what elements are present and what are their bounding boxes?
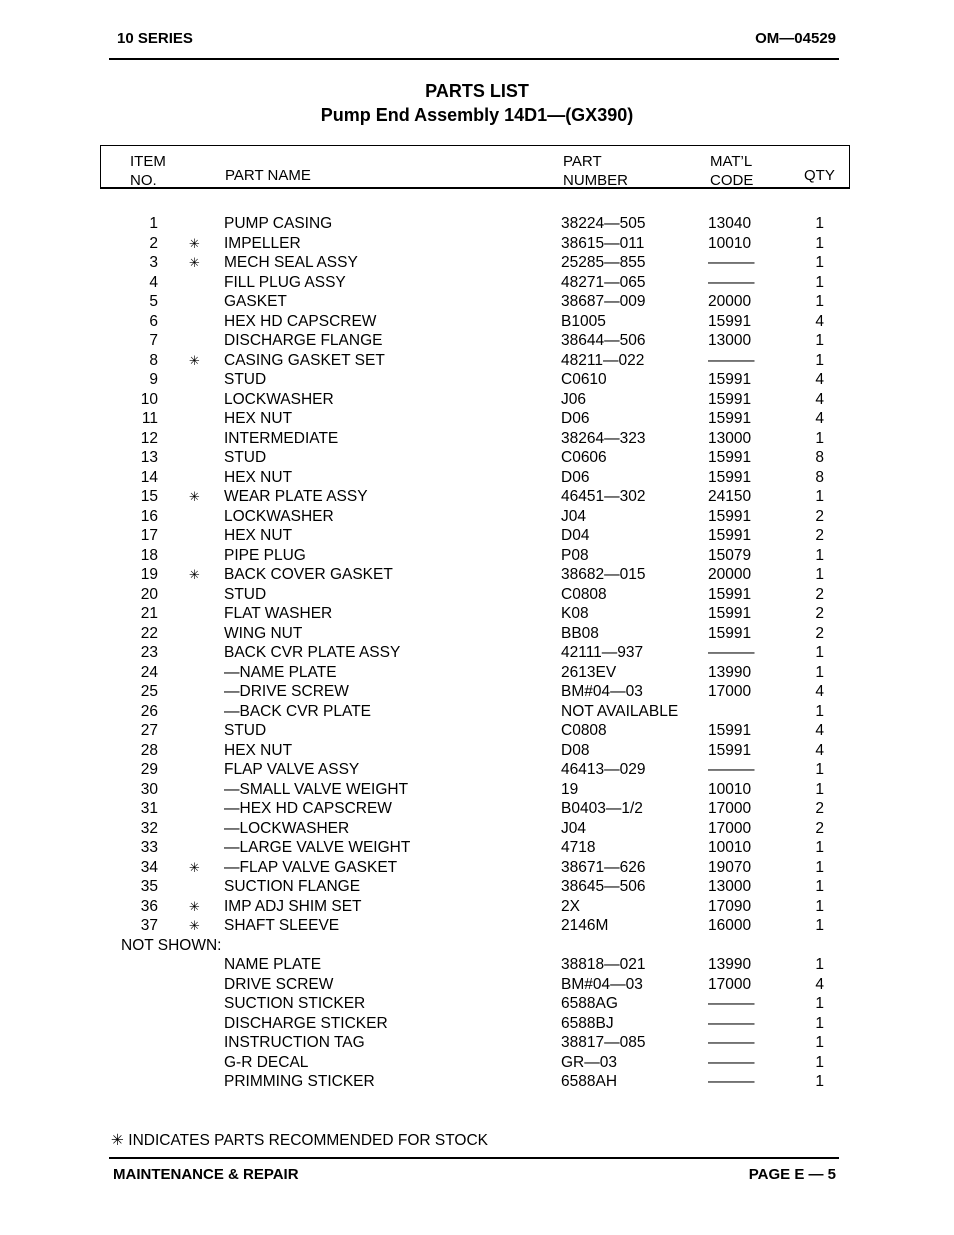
part-number: 48271—065 [561,273,646,291]
part-name: CASING GASKET SET [224,351,385,369]
quantity: 2 [815,605,824,622]
item-number: 25 [140,683,158,700]
part-number: 38687—009 [561,293,646,310]
material-code: 16000 [708,917,752,934]
table-row [0,799,954,819]
part-name: —LARGE VALVE WEIGHT [224,839,411,856]
part-name: HEX HD CAPSCREW [224,312,377,330]
table-row [0,448,954,468]
quantity: 1 [815,332,824,349]
part-name: BACK CVR PLATE ASSY [224,644,401,661]
item-number: 7 [149,332,158,349]
quantity: 1 [815,995,824,1012]
table-row [0,624,954,644]
part-name: INSTRUCTION TAG [224,1034,365,1051]
part-name: DISCHARGE STICKER [224,1014,388,1032]
table-row [0,780,954,800]
stock-asterisk-icon: ✳ [189,352,200,368]
page-subtitle: Pump End Assembly 14D1—(GX390) [320,105,634,125]
header-doc-number: OM—04529 [755,30,836,47]
part-name: SUCTION FLANGE [224,878,361,895]
quantity: 4 [815,975,824,993]
table-row [0,487,954,507]
part-number: C0606 [561,449,607,466]
material-code: 17000 [708,800,752,817]
part-number: P08 [561,546,589,564]
part-number: C0610 [561,371,607,388]
table-row [0,351,954,371]
part-number: 38264—323 [561,429,646,447]
part-number: 38644—506 [561,332,646,349]
item-number: 17 [140,527,158,544]
material-code: 13000 [708,332,752,349]
item-number: 2 [149,234,158,252]
material-code: ——— [708,1014,755,1032]
part-name: MECH SEAL ASSY [224,254,358,271]
part-number: 38645—506 [561,878,646,895]
material-code: 17000 [708,819,752,837]
quantity: 1 [815,293,824,310]
column-header-part-number: PART NUMBER [563,153,629,189]
material-code: ——— [708,1034,755,1051]
item-number: 4 [149,273,158,291]
table-row [0,585,954,605]
material-code: ——— [708,644,755,661]
item-number: 14 [140,468,158,486]
part-name: FILL PLUG ASSY [224,273,346,291]
item-number: 36 [140,897,158,915]
table-row [0,604,954,624]
quantity: 1 [815,644,824,661]
quantity: 1 [815,1014,824,1032]
part-name: SHAFT SLEEVE [224,917,340,934]
table-row [0,273,954,293]
stock-asterisk-icon: ✳ [189,255,200,270]
table-row [0,877,954,897]
table-row [0,682,954,702]
part-number: 48211—022 [561,351,645,369]
footer-rule [109,1157,839,1159]
footnote: ✳ INDICATES PARTS RECOMMENDED FOR STOCK [111,1132,488,1149]
item-number: 15 [140,488,158,505]
part-number: 38682—015 [561,566,646,583]
not-shown-label: NOT SHOWN: [121,936,222,954]
part-number: J04 [561,819,586,837]
material-code: 15991 [708,722,752,739]
part-name: HEX NUT [224,741,293,759]
material-code: 17000 [708,683,752,700]
part-name: HEX NUT [224,468,293,486]
item-number: 27 [140,722,158,739]
item-number: 8 [149,351,158,369]
material-code: ——— [708,1053,755,1071]
part-number: 6588BJ [561,1014,614,1032]
part-name: G-R DECAL [224,1053,309,1071]
item-number: 30 [140,780,158,798]
quantity: 1 [815,839,824,856]
table-row [0,390,954,410]
column-header-item: ITEM NO. [130,153,166,189]
header-series: 10 SERIES [117,30,193,47]
item-number: 20 [140,585,158,603]
part-name: HEX NUT [224,527,293,544]
item-number: 23 [140,644,158,661]
quantity: 1 [815,897,824,915]
part-number: 2613EV [561,663,617,681]
part-number: D06 [561,410,590,427]
part-number: 19 [561,780,579,798]
material-code: 15991 [708,605,752,622]
item-number: 5 [149,293,158,310]
table-row [0,1033,954,1053]
material-code: 15991 [708,507,752,525]
quantity: 1 [815,858,824,876]
quantity: 1 [815,254,824,271]
quantity: 4 [815,371,824,388]
table-row [0,409,954,429]
item-number: 33 [140,839,158,856]
part-name: DRIVE SCREW [224,975,334,993]
part-name: —FLAP VALVE GASKET [224,858,398,876]
part-name: —NAME PLATE [224,663,337,681]
table-row [0,507,954,527]
quantity: 2 [815,507,824,525]
material-code: 15991 [708,585,752,603]
part-name: —BACK CVR PLATE [224,702,372,720]
part-number: D04 [561,527,590,544]
part-number: 38671—626 [561,858,646,876]
part-number: 38615—011 [561,234,645,252]
material-code: 20000 [708,566,752,583]
material-code: 15991 [708,741,752,759]
item-number: 11 [141,410,158,427]
table-row [0,565,954,585]
part-name: DISCHARGE FLANGE [224,332,383,349]
table-row [0,468,954,488]
table-row [0,292,954,312]
material-code: 15991 [708,449,752,466]
material-code: 20000 [708,293,752,310]
item-number: 3 [149,254,158,271]
column-header-material-code: MAT’L CODE [710,153,754,189]
part-number: D06 [561,468,590,486]
quantity: 4 [815,410,824,427]
footer-page-number: PAGE E — 5 [748,1166,836,1183]
table-row [0,1014,954,1034]
material-code: ——— [708,995,755,1012]
not-shown-section [0,936,954,956]
part-number: C0808 [561,722,607,739]
quantity: 2 [815,585,824,603]
part-number: D08 [561,741,590,759]
material-code: ——— [708,273,755,291]
part-number: 46413—029 [561,761,646,778]
part-name: STUD [224,585,267,603]
quantity: 1 [815,546,824,564]
table-header [100,145,850,189]
quantity: 1 [815,761,824,778]
part-name: FLAP VALVE ASSY [224,761,360,778]
item-number: 26 [140,702,158,720]
table-row [0,253,954,273]
quantity: 4 [815,312,824,330]
part-number: J04 [561,507,586,525]
quantity: 4 [815,390,824,408]
item-number: 13 [140,449,158,466]
part-number: 46451—302 [561,488,646,505]
part-number: BB08 [561,624,599,642]
stock-asterisk-icon: ✳ [189,489,200,504]
part-name: STUD [224,371,267,388]
item-number: 28 [140,741,158,759]
part-name: PUMP CASING [224,215,333,232]
footer-section: MAINTENANCE & REPAIR [113,1166,299,1183]
table-row [0,429,954,449]
part-name: WEAR PLATE ASSY [224,488,368,505]
quantity: 4 [815,722,824,739]
material-code: 10010 [708,234,752,252]
item-number: 21 [140,605,158,622]
table-row [0,819,954,839]
table-row [0,214,954,234]
table-row [0,526,954,546]
quantity: 1 [815,215,824,232]
table-row [0,312,954,332]
item-number: 31 [140,800,158,817]
part-name: IMPELLER [224,234,301,252]
stock-asterisk-icon: ✳ [189,567,200,582]
part-number: K08 [561,605,589,622]
page-title: PARTS LIST [425,81,529,101]
column-header-qty: QTY [804,167,835,184]
quantity: 1 [815,878,824,895]
quantity: 8 [815,468,824,486]
material-code: 15991 [708,390,752,408]
stock-asterisk-icon: ✳ [189,918,200,933]
item-number: 35 [140,878,158,895]
part-name: —HEX HD CAPSCREW [224,800,392,817]
table-row [0,975,954,995]
part-name: —LOCKWASHER [224,819,350,837]
quantity: 1 [815,1034,824,1051]
item-number: 19 [140,566,158,583]
quantity: 1 [815,1053,824,1071]
part-name: LOCKWASHER [224,507,334,525]
material-code: 13000 [708,429,752,447]
part-name: INTERMEDIATE [224,429,339,447]
quantity: 1 [815,351,824,369]
quantity: 4 [815,683,824,700]
parts-table-body [0,214,954,1092]
material-code: 10010 [708,839,752,856]
item-number: 29 [140,761,158,778]
item-number: 10 [140,390,158,408]
stock-asterisk-icon: ✳ [189,898,200,914]
quantity: 8 [815,449,824,466]
item-number: 22 [140,624,158,642]
part-name: PRIMMING STICKER [224,1073,375,1090]
part-number: C0808 [561,585,607,603]
part-number: GR—03 [561,1053,617,1071]
part-number: B1005 [561,312,606,330]
quantity: 1 [815,917,824,934]
material-code: 15991 [708,527,752,544]
table-row [0,643,954,663]
material-code: 13000 [708,878,752,895]
quantity: 1 [815,702,824,720]
part-name: BACK COVER GASKET [224,566,393,583]
table-row [0,721,954,741]
item-number: 1 [149,215,158,232]
part-number: B0403—1/2 [561,800,643,817]
quantity: 1 [815,780,824,798]
quantity: 2 [815,624,824,642]
item-number: 37 [140,917,158,934]
part-name: IMP ADJ SHIM SET [224,897,362,915]
material-code: 17000 [708,975,752,993]
column-header-part-name: PART NAME [225,167,311,184]
quantity: 1 [815,429,824,447]
part-number: BM#04—03 [561,683,643,700]
material-code: ——— [708,254,755,271]
material-code: ——— [708,761,755,778]
part-name: WING NUT [224,624,303,642]
table-row [0,916,954,936]
quantity: 1 [815,663,824,681]
material-code: 15991 [708,624,752,642]
quantity: 1 [815,566,824,583]
material-code: 15991 [708,371,752,388]
part-number: 38224—505 [561,215,646,232]
part-name: —SMALL VALVE WEIGHT [224,780,409,798]
quantity: 2 [815,800,824,817]
material-code: 15991 [708,468,752,486]
table-row [0,897,954,917]
table-row [0,741,954,761]
part-name: SUCTION STICKER [224,995,366,1012]
part-number: 42111—937 [561,644,644,661]
table-row [0,994,954,1014]
item-number: 9 [149,371,158,388]
material-code: 15991 [708,312,752,330]
table-row [0,838,954,858]
part-number: 25285—855 [561,254,646,271]
table-row [0,546,954,566]
stock-asterisk-icon: ✳ [189,859,200,875]
table-row [0,858,954,878]
table-row [0,234,954,254]
table-row [0,760,954,780]
part-name: FLAT WASHER [224,605,333,622]
quantity: 1 [815,234,824,252]
material-code: 17090 [708,897,752,915]
part-number: 6588AG [561,995,618,1012]
part-name: STUD [224,722,267,739]
item-number: 34 [140,858,158,876]
item-number: 6 [149,312,158,330]
part-number: 38818—021 [561,956,646,973]
material-code: 13990 [708,956,752,973]
material-code: 19070 [708,858,752,876]
item-number: 32 [140,819,158,837]
part-number: 2146M [561,917,609,934]
material-code: 15991 [708,410,752,427]
part-name: LOCKWASHER [224,390,334,408]
part-name: GASKET [224,293,287,310]
material-code: 13040 [708,215,752,232]
material-code: 10010 [708,780,752,798]
quantity: 1 [815,956,824,973]
item-number: 16 [140,507,158,525]
part-number: 4718 [561,839,596,856]
quantity: 2 [815,819,824,837]
item-number: 12 [140,429,158,447]
table-row [0,663,954,683]
part-number: BM#04—03 [561,975,643,993]
part-name: NAME PLATE [224,956,322,973]
table-row [0,331,954,351]
item-number: 18 [140,546,158,564]
part-number: 2X [561,897,580,915]
part-name: PIPE PLUG [224,546,306,564]
material-code: 24150 [708,488,752,505]
quantity: 4 [815,741,824,759]
item-number: 24 [140,663,158,681]
material-code: ——— [708,1073,755,1090]
quantity: 1 [815,488,824,505]
table-row [0,1072,954,1092]
material-code: 15079 [708,546,752,564]
part-name: STUD [224,449,267,466]
part-number: 6588AH [561,1073,618,1090]
quantity: 1 [815,1073,824,1090]
quantity: 2 [815,527,824,544]
material-code: 13990 [708,663,752,681]
stock-asterisk-icon: ✳ [189,235,200,251]
table-row [0,370,954,390]
part-number: 38817—085 [561,1034,646,1051]
table-row [0,955,954,975]
part-name: —DRIVE SCREW [224,683,349,700]
part-number: J06 [561,390,586,408]
quantity: 1 [815,273,824,291]
part-name: HEX NUT [224,410,293,427]
table-row [0,702,954,722]
part-number: NOT AVAILABLE [561,702,679,720]
material-code: ——— [708,351,755,369]
header-rule [109,58,839,60]
table-row [0,1053,954,1073]
